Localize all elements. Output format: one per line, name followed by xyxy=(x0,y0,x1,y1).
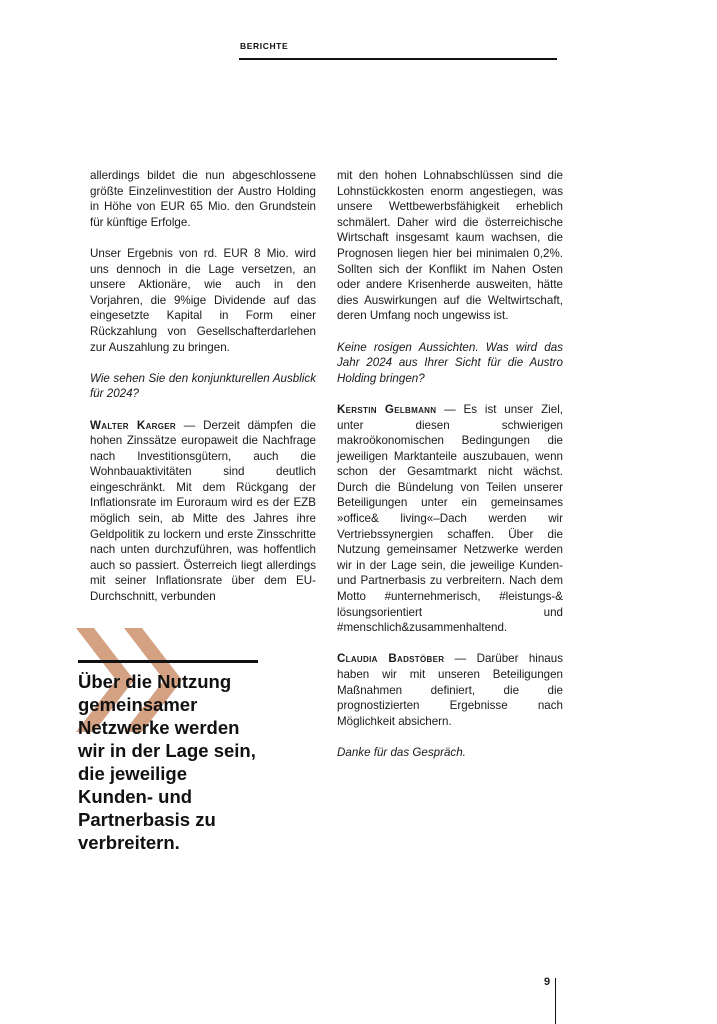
speaker-name: Claudia Badstöber xyxy=(337,652,445,666)
interview-answer xyxy=(337,651,563,729)
answer-text: — Es ist unser Ziel, unter diesen schwierigen makroökonomischen Bedingungen die jeweiligen Marktanteile auszubauen, wenn schon der Gesamtmarkt nicht wächst. Durch die Bündelung von Teilen unserer Beteiligungen unter ein gemeinsames »office& living«–Dach werden wir Vertriebssynergien schaffen. Über die Nutzung gemeinsamer Netzwerke werden wir in der Lage sein, die jeweilige Kunden- und Partnerbasis zu verbreitern. Nach dem Motto #unternehmerisch, #leistungs-& lösungsorientiert und #menschlich&zusammenhaltend. xyxy=(337,402,564,635)
speaker-name: Kerstin Gelbmann xyxy=(337,402,437,416)
left-column xyxy=(90,168,316,620)
pull-quote-text: Über die Nutzung gemeinsamer Netzwerke werden wir in der Lage sein, die jeweilige Kunden- und Partnerbasis zu verbreitern. xyxy=(78,671,256,853)
header-divider xyxy=(239,58,557,60)
page-number: 9 xyxy=(544,976,551,988)
interview-answer xyxy=(90,418,316,605)
interview-answer xyxy=(337,402,563,636)
answer-text: — Darüber hinaus haben wir mit unseren Beteiligungen Maßnahmen definiert, die die prognostizierten Ergebnisse nach Möglichkeit absichern. xyxy=(337,652,563,728)
speaker-name: Walter Karger xyxy=(90,418,176,432)
paragraph: allerdings bildet die nun abgeschlossene größte Einzelinvestition der Austro Holding in Höhe von EUR 65 Mio. den Grundstein für künftige Erfolge. xyxy=(90,169,316,229)
paragraph: mit den hohen Lohnabschlüssen sind die Lohnstückkosten enorm angestiegen, was unsere Wettbewerbsfähigkeit erheblich schmälert. Daher wird die österreichische Wirtschaft insgesamt kaum wachsen, die Prognosen liegen hier bei minimalen 0,2%. Sollten sich der Konflikt im Nahen Osten oder andere Krisenherde ausweiten, hätte dies Auswirkungen auf die Weltwirtschaft, deren Umfang noch ungewiss ist. xyxy=(337,169,563,323)
answer-text: — Derzeit dämpfen die hohen Zinssätze europaweit die Nachfrage nach Investitionsgütern, auch die Wohnbauaktivitäten sind deutlich eingeschränkt. Mit dem Rückgang der Inflationsrate im Euroraum wird es der EZB möglich sein, ab Mitte des Jahres ihre Geldpolitik zu lockern und erste Zinsschritte nach unten durchzuführen, was hoffentlich auch so passiert. Österreich liegt allerdings mit seiner Inflationsrate über dem EU-Durchschnitt, verbunden xyxy=(90,418,316,604)
paragraph: Unser Ergebnis von rd. EUR 8 Mio. wird uns dennoch in die Lage versetzen, an unsere Aktionäre, wie auch in den Vorjahren, die 9%ige Dividende auf das eingesetzte Kapital in Form einer Rückzahlung von Gesellschafterdarlehen zur Auszahlung zu bringen. xyxy=(90,246,316,354)
pull-quote xyxy=(76,628,266,853)
interview-question: Wie sehen Sie den konjunkturellen Ausblick für 2024? xyxy=(90,371,316,401)
right-column xyxy=(337,168,563,776)
pull-quote-rule xyxy=(78,660,258,663)
closing-line: Danke für das Gespräch. xyxy=(337,745,466,759)
interview-question: Keine rosigen Aussichten. Was wird das Jahr 2024 aus Ihrer Sicht für die Austro Holding bringen? xyxy=(337,340,563,385)
page-number-rule xyxy=(555,978,556,1024)
section-label: BERICHTE xyxy=(240,41,289,51)
